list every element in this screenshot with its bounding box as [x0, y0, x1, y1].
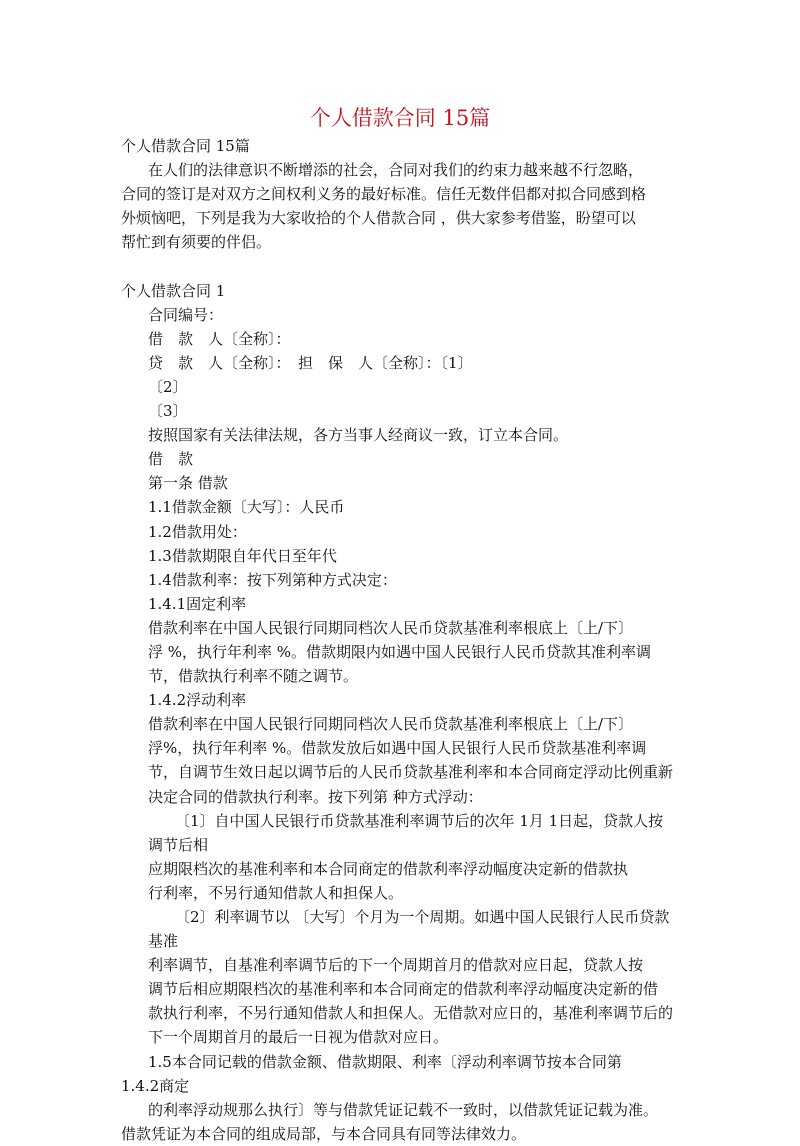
document-title: 个人借款合同 15篇	[309, 106, 491, 130]
text-line: 应期限档次的基准利率和本合同商定的借款利率浮动幅度决定新的借款执	[148, 859, 629, 878]
text-line: 合同的签订是对双方之间权利义务的最好标准。信任无数伴侣都对拟合同感到格	[121, 185, 647, 204]
text-line: 决定合同的借款执行利率。按下列第 种方式浮动：	[148, 787, 483, 806]
text-line: 〔2〕利率调节以 〔大写〕个月为一个周期。如遇中国人民银行人民币贷款	[175, 908, 670, 926]
text-line: 贷 款 人〔全称〕： 担 保 人〔全称〕：〔1〕	[148, 353, 473, 372]
blank-line	[121, 254, 683, 278]
text-line: 基准	[148, 932, 179, 951]
text-line: 借款凭证为本合同的组成局部，与本合同具有同等法律效力。	[121, 1124, 527, 1143]
text-line: 浮%，执行年利率 %。借款发放后如遇中国人民银行人民币贷款基准利率调	[148, 739, 647, 758]
text-line: 借款利率在中国人民银行同期同档次人民币贷款基准利率根底上〔上/下〕	[148, 618, 634, 637]
text-line: 1.4.2商定	[121, 1076, 190, 1095]
text-line: 1.4.1固定利率	[148, 594, 247, 613]
text-line: 行利率，不另行通知借款人和担保人。	[148, 883, 404, 902]
text-line: 浮 %，执行年利率 %。借款期限内如遇中国人民银行人民币贷款其准利率调	[148, 642, 652, 661]
text-line: 的利率浮动规那么执行〕等与借款凭证记载不一致时，以借款凭证记载为准。	[148, 1100, 659, 1119]
text-line: 〔1〕自中国人民银行币贷款基准利率调节后的次年 1月 1日起，贷款人按	[175, 811, 664, 830]
text-line: 〔2〕	[148, 377, 188, 396]
text-line: 〔3〕	[148, 402, 188, 421]
text-line: 1.4借款利率：按下列第种方式决定：	[148, 570, 397, 589]
text-line: 1.3借款期限自年代日至年代	[148, 546, 337, 565]
text-line: 个人借款合同 15篇	[121, 137, 250, 155]
text-line: 按照国家有关法律法规，各方当事人经商议一致，订立本合同。	[148, 426, 569, 445]
text-line: 合同编号：	[148, 305, 224, 324]
text-line: 借 款 人〔全称〕：	[148, 329, 291, 348]
text-line: 1.2借款用处：	[148, 522, 247, 541]
text-line: 节，自调节生效日起以调节后的人民币贷款基准利率和本合同商定浮动比例重新	[148, 763, 674, 782]
text-line: 款执行利率，不另行通知借款人和担保人。无借款对应日的，基准利率调节后的	[148, 1004, 674, 1023]
text-line: 调节后相应期限档次的基准利率和本合同商定的借款利率浮动幅度决定新的借	[148, 980, 659, 999]
text-line: 1.5本合同记载的借款金额、借款期限、利率〔浮动利率调节按本合同第	[148, 1052, 622, 1071]
text-line: 第一条 借款	[148, 474, 228, 493]
text-line: 借款利率在中国人民银行同期同档次人民币贷款基准利率根底上〔上/下〕	[148, 715, 634, 734]
text-line: 1.4.2浮动利率	[148, 691, 247, 710]
text-line: 在人们的法律意识不断增添的社会，合同对我们的约束力越来越不行忽略，	[148, 161, 644, 180]
text-line: 1.1借款金额〔大写〕：人民币	[148, 498, 345, 517]
text-line: 外烦恼吧，下列是我为大家收拾的个人借款合同 ，供大家参考借鉴，盼望可以	[121, 209, 636, 228]
text-line: 节，借款执行利率不随之调节。	[148, 667, 359, 686]
text-line: 个人借款合同 1	[121, 281, 226, 300]
document-body	[121, 134, 683, 1146]
text-line: 借 款	[148, 450, 194, 469]
text-line: 调节后相	[148, 835, 209, 854]
text-line: 下一个周期首月的最后一日视为借款对应日。	[148, 1028, 449, 1047]
text-line: 帮忙到有须要的伴侣。	[121, 233, 272, 252]
text-line: 利率调节，自基准利率调节后的下一个周期首月的借款对应日起，贷款人按	[148, 956, 644, 975]
